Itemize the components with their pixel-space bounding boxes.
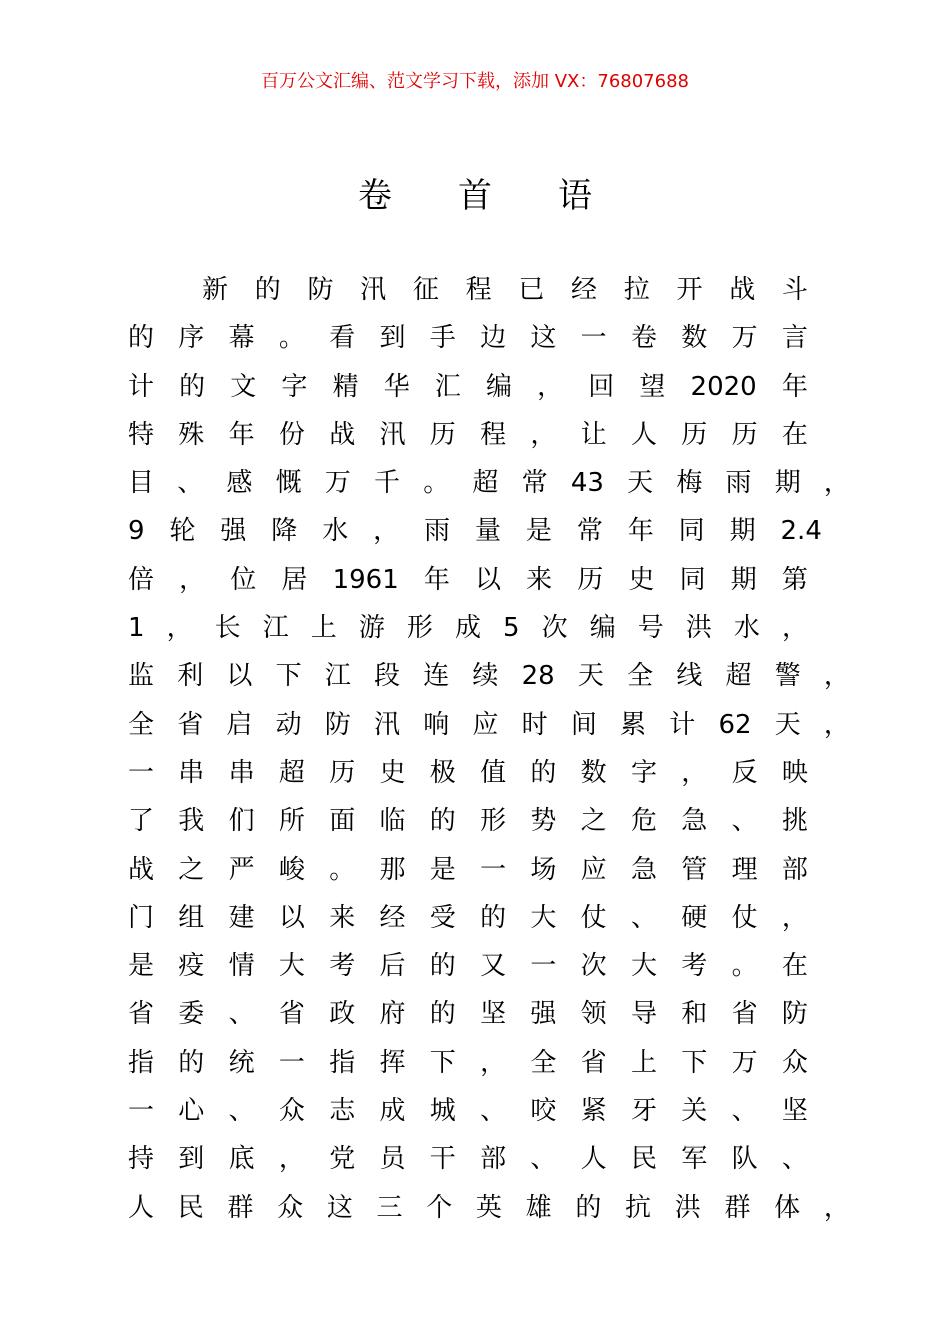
header-note: 百万公文汇编、范文学习下载，添加 VX：76807688 (261, 71, 689, 92)
text-line: 人 民 群 众 这 三 个 英 雄 的 抗 洪 群 体 ， (128, 1192, 850, 1223)
text-line: 门 组 建 以 来 经 受 的 大 仗 、 硬 仗 ， (128, 902, 808, 933)
text-line: 倍 ， 位 居 1961 年 以 来 历 史 同 期 第 (128, 564, 808, 595)
page-title: 卷首语 (358, 176, 658, 216)
text-line: 一 串 串 超 历 史 极 值 的 数 字 ， 反 映 (128, 757, 808, 788)
body-paragraph (128, 266, 850, 1232)
text-line: 是 疫 情 大 考 后 的 又 一 次 大 考 。 在 (128, 951, 808, 982)
text-line: 战 之 严 峻 。 那 是 一 场 应 急 管 理 部 (128, 854, 808, 885)
text-line: 1 ， 长 江 上 游 形 成 5 次 编 号 洪 水 ， (128, 613, 808, 644)
text-line: 特 殊 年 份 战 汛 历 程 ， 让 人 历 历 在 (128, 419, 808, 450)
text-line: 指 的 统 一 指 挥 下 ， 全 省 上 下 万 众 (128, 1047, 808, 1078)
text-line: 计 的 文 字 精 华 汇 编 ， 回 望 2020 年 (128, 371, 808, 402)
text-line: 省 委 、 省 政 府 的 坚 强 领 导 和 省 防 (128, 999, 808, 1030)
text-line: 新 的 防 汛 征 程 已 经 拉 开 战 斗 (202, 275, 808, 305)
text-line: 9 轮 强 降 水 ， 雨 量 是 常 年 同 期 2.4 (128, 516, 822, 547)
text-line: 持 到 底 ， 党 员 干 部 、 人 民 军 队 、 (128, 1144, 808, 1175)
text-line: 一 心 、 众 志 成 城 、 咬 紧 牙 关 、 坚 (128, 1096, 808, 1127)
text-line: 监 利 以 下 江 段 连 续 28 天 全 线 超 警 ， (128, 661, 850, 692)
text-line: 了 我 们 所 面 临 的 形 势 之 危 急 、 挑 (128, 806, 808, 837)
text-line: 目 、 感 慨 万 千 。 超 常 43 天 梅 雨 期 ， (128, 468, 850, 499)
text-line: 全 省 启 动 防 汛 响 应 时 间 累 计 62 天 ， (128, 709, 850, 740)
text-line: 的 序 幕 。 看 到 手 边 这 一 卷 数 万 言 (128, 323, 808, 354)
